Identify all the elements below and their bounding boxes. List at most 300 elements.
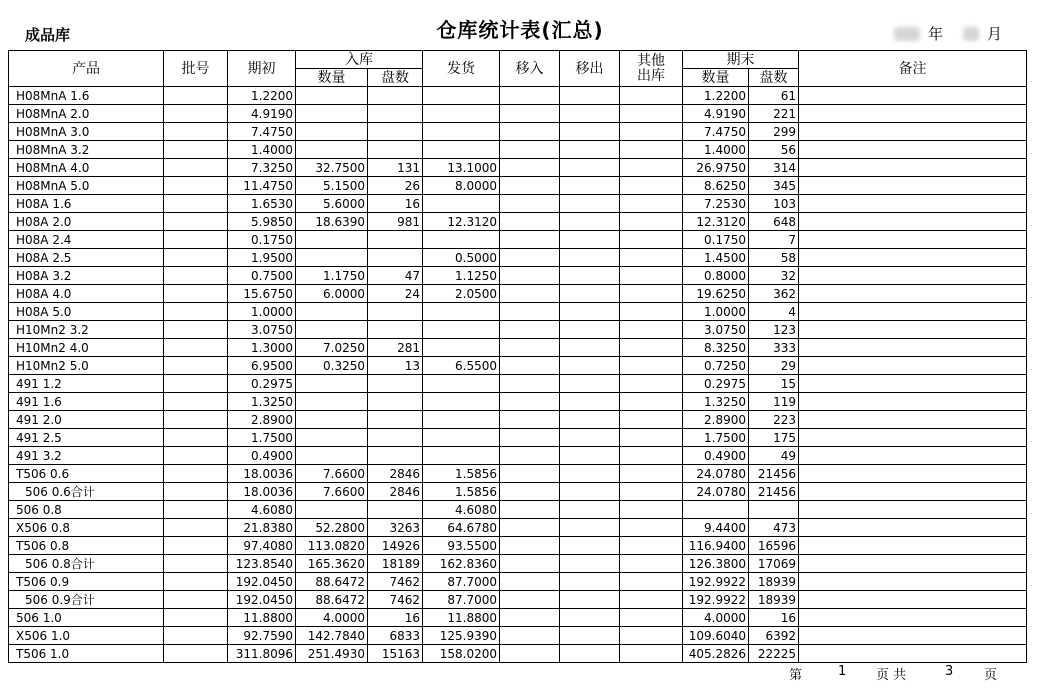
cell-batch	[164, 501, 228, 519]
cell-end-qty: 0.2975	[683, 375, 749, 393]
cell-end-count: 648	[749, 213, 799, 231]
cell-opening: 1.6530	[228, 195, 296, 213]
cell-move-in	[500, 249, 560, 267]
cell-in-count	[368, 411, 423, 429]
table-row	[9, 231, 1027, 249]
cell-product: H08A 2.5	[9, 249, 164, 267]
cell-other-out	[620, 501, 683, 519]
table-row	[9, 609, 1027, 627]
col-end-count: 盘数	[749, 69, 799, 87]
cell-batch	[164, 447, 228, 465]
cell-other-out	[620, 105, 683, 123]
cell-other-out	[620, 303, 683, 321]
cell-opening: 123.8540	[228, 555, 296, 573]
cell-batch	[164, 177, 228, 195]
cell-in-qty: 113.0820	[296, 537, 368, 555]
cell-remark	[799, 393, 1027, 411]
cell-end-qty: 109.6040	[683, 627, 749, 645]
cell-in-qty: 7.6600	[296, 465, 368, 483]
cell-end-count: 6392	[749, 627, 799, 645]
cell-move-in	[500, 555, 560, 573]
cell-shipment: 4.6080	[423, 501, 500, 519]
cell-in-count	[368, 231, 423, 249]
cell-opening: 4.6080	[228, 501, 296, 519]
cell-opening: 97.4080	[228, 537, 296, 555]
cell-move-out	[560, 159, 620, 177]
cell-in-qty	[296, 141, 368, 159]
table-row	[9, 87, 1027, 105]
cell-end-count: 21456	[749, 483, 799, 501]
cell-batch	[164, 573, 228, 591]
cell-other-out	[620, 429, 683, 447]
cell-opening: 311.8096	[228, 645, 296, 663]
cell-batch	[164, 609, 228, 627]
cell-batch	[164, 195, 228, 213]
cell-end-count: 345	[749, 177, 799, 195]
cell-move-in	[500, 537, 560, 555]
table-row	[9, 447, 1027, 465]
cell-shipment: 158.0200	[423, 645, 500, 663]
cell-remark	[799, 375, 1027, 393]
page-title: 仓库统计表(汇总)	[436, 18, 604, 42]
cell-other-out	[620, 123, 683, 141]
cell-end-count: 7	[749, 231, 799, 249]
cell-in-qty: 88.6472	[296, 591, 368, 609]
cell-batch	[164, 393, 228, 411]
col-move-in: 移入	[500, 51, 560, 87]
cell-end-qty: 9.4400	[683, 519, 749, 537]
table-row	[9, 591, 1027, 609]
cell-shipment	[423, 123, 500, 141]
cell-move-out	[560, 339, 620, 357]
cell-remark	[799, 357, 1027, 375]
cell-move-in	[500, 573, 560, 591]
cell-other-out	[620, 465, 683, 483]
page-number: 1	[838, 664, 847, 679]
cell-in-qty: 165.3620	[296, 555, 368, 573]
col-in-count: 盘数	[368, 69, 423, 87]
cell-shipment	[423, 87, 500, 105]
cell-product: H08MnA 3.2	[9, 141, 164, 159]
cell-opening: 3.0750	[228, 321, 296, 339]
cell-product: H08MnA 3.0	[9, 123, 164, 141]
cell-end-qty: 405.2826	[683, 645, 749, 663]
cell-shipment: 162.8360	[423, 555, 500, 573]
cell-in-count	[368, 87, 423, 105]
table-row	[9, 537, 1027, 555]
cell-in-qty	[296, 375, 368, 393]
cell-in-qty	[296, 429, 368, 447]
cell-move-out	[560, 645, 620, 663]
cell-in-count: 6833	[368, 627, 423, 645]
cell-move-in	[500, 627, 560, 645]
cell-shipment	[423, 339, 500, 357]
cell-in-count: 15163	[368, 645, 423, 663]
cell-in-qty	[296, 321, 368, 339]
col-other-out-line2: 出库	[637, 67, 665, 84]
col-end-qty: 数量	[683, 69, 749, 87]
cell-opening: 0.2975	[228, 375, 296, 393]
cell-shipment: 8.0000	[423, 177, 500, 195]
table-row	[9, 555, 1027, 573]
page-mid: 页 共	[876, 668, 907, 683]
cell-product: 506 0.8	[9, 501, 164, 519]
cell-remark	[799, 555, 1027, 573]
cell-opening: 7.4750	[228, 123, 296, 141]
cell-opening: 92.7590	[228, 627, 296, 645]
cell-remark	[799, 87, 1027, 105]
cell-shipment: 13.1000	[423, 159, 500, 177]
cell-other-out	[620, 573, 683, 591]
col-other-out-line1: 其他	[637, 52, 665, 69]
cell-end-count: 314	[749, 159, 799, 177]
cell-shipment: 64.6780	[423, 519, 500, 537]
cell-move-in	[500, 591, 560, 609]
cell-end-qty: 0.1750	[683, 231, 749, 249]
cell-move-in	[500, 267, 560, 285]
table-row	[9, 411, 1027, 429]
cell-batch	[164, 123, 228, 141]
cell-shipment: 11.8800	[423, 609, 500, 627]
cell-end-count: 123	[749, 321, 799, 339]
cell-product: X506 1.0	[9, 627, 164, 645]
cell-in-count: 47	[368, 267, 423, 285]
cell-remark	[799, 213, 1027, 231]
cell-opening: 1.4000	[228, 141, 296, 159]
table-row	[9, 141, 1027, 159]
cell-end-count: 299	[749, 123, 799, 141]
cell-product: 491 3.2	[9, 447, 164, 465]
cell-in-count: 16	[368, 195, 423, 213]
cell-other-out	[620, 357, 683, 375]
cell-in-count: 281	[368, 339, 423, 357]
cell-shipment: 1.5856	[423, 483, 500, 501]
cell-other-out	[620, 87, 683, 105]
cell-remark	[799, 141, 1027, 159]
cell-end-count: 473	[749, 519, 799, 537]
table-row	[9, 249, 1027, 267]
cell-other-out	[620, 645, 683, 663]
cell-remark	[799, 303, 1027, 321]
cell-end-count: 221	[749, 105, 799, 123]
cell-in-count: 7462	[368, 573, 423, 591]
cell-end-count: 18939	[749, 591, 799, 609]
cell-end-qty: 1.4000	[683, 141, 749, 159]
cell-other-out	[620, 321, 683, 339]
cell-in-qty: 7.0250	[296, 339, 368, 357]
cell-shipment: 125.9390	[423, 627, 500, 645]
cell-move-out	[560, 267, 620, 285]
page-prefix: 第	[789, 668, 803, 683]
cell-end-qty: 1.7500	[683, 429, 749, 447]
cell-end-count: 16	[749, 609, 799, 627]
cell-in-count	[368, 249, 423, 267]
cell-end-qty: 4.0000	[683, 609, 749, 627]
report-period	[886, 23, 1002, 44]
cell-move-in	[500, 123, 560, 141]
cell-other-out	[620, 537, 683, 555]
table-row	[9, 483, 1027, 501]
cell-batch	[164, 627, 228, 645]
cell-batch	[164, 267, 228, 285]
cell-in-count	[368, 105, 423, 123]
cell-end-count: 61	[749, 87, 799, 105]
cell-end-qty: 1.4500	[683, 249, 749, 267]
cell-in-qty: 7.6600	[296, 483, 368, 501]
cell-end-qty: 24.0780	[683, 483, 749, 501]
cell-in-qty	[296, 231, 368, 249]
cell-batch	[164, 213, 228, 231]
cell-opening: 0.1750	[228, 231, 296, 249]
cell-opening: 5.9850	[228, 213, 296, 231]
cell-product: T506 0.8	[9, 537, 164, 555]
cell-product: 491 1.6	[9, 393, 164, 411]
cell-other-out	[620, 393, 683, 411]
cell-remark	[799, 339, 1027, 357]
cell-move-in	[500, 231, 560, 249]
cell-in-qty	[296, 501, 368, 519]
col-remark: 备注	[799, 51, 1027, 87]
cell-batch	[164, 483, 228, 501]
cell-in-count	[368, 303, 423, 321]
cell-end-count: 21456	[749, 465, 799, 483]
cell-in-count	[368, 393, 423, 411]
cell-move-in	[500, 375, 560, 393]
year-label: 年	[927, 25, 943, 43]
cell-end-qty: 0.8000	[683, 267, 749, 285]
cell-product: H08MnA 5.0	[9, 177, 164, 195]
cell-move-out	[560, 213, 620, 231]
col-product: 产品	[9, 51, 164, 87]
cell-end-qty: 7.4750	[683, 123, 749, 141]
cell-move-out	[560, 123, 620, 141]
cell-shipment: 12.3120	[423, 213, 500, 231]
cell-in-count: 26	[368, 177, 423, 195]
cell-end-count: 16596	[749, 537, 799, 555]
cell-end-qty: 8.3250	[683, 339, 749, 357]
cell-product: 506 0.8合计	[9, 555, 164, 573]
cell-in-qty	[296, 87, 368, 105]
cell-batch	[164, 87, 228, 105]
cell-move-out	[560, 393, 620, 411]
cell-end-count: 15	[749, 375, 799, 393]
cell-shipment: 1.5856	[423, 465, 500, 483]
table-row	[9, 465, 1027, 483]
cell-opening: 0.7500	[228, 267, 296, 285]
cell-move-out	[560, 465, 620, 483]
cell-product: 491 1.2	[9, 375, 164, 393]
table-row	[9, 393, 1027, 411]
cell-end-qty: 7.2530	[683, 195, 749, 213]
cell-remark	[799, 501, 1027, 519]
table-row	[9, 627, 1027, 645]
cell-other-out	[620, 339, 683, 357]
cell-opening: 18.0036	[228, 483, 296, 501]
cell-move-out	[560, 627, 620, 645]
cell-opening: 1.0000	[228, 303, 296, 321]
cell-in-qty	[296, 249, 368, 267]
cell-end-count: 32	[749, 267, 799, 285]
cell-shipment	[423, 411, 500, 429]
cell-batch	[164, 645, 228, 663]
cell-other-out	[620, 627, 683, 645]
cell-batch	[164, 285, 228, 303]
cell-opening: 11.4750	[228, 177, 296, 195]
cell-move-out	[560, 177, 620, 195]
table-row	[9, 159, 1027, 177]
cell-end-count: 4	[749, 303, 799, 321]
cell-end-qty: 0.7250	[683, 357, 749, 375]
cell-move-out	[560, 591, 620, 609]
cell-move-out	[560, 537, 620, 555]
cell-end-count: 119	[749, 393, 799, 411]
cell-move-in	[500, 285, 560, 303]
cell-remark	[799, 159, 1027, 177]
cell-in-qty: 18.6390	[296, 213, 368, 231]
cell-move-out	[560, 285, 620, 303]
cell-opening: 0.4900	[228, 447, 296, 465]
cell-product: 491 2.5	[9, 429, 164, 447]
cell-end-qty: 12.3120	[683, 213, 749, 231]
cell-product: H08MnA 2.0	[9, 105, 164, 123]
table-row	[9, 519, 1027, 537]
table-row	[9, 195, 1027, 213]
cell-remark	[799, 645, 1027, 663]
cell-batch	[164, 303, 228, 321]
cell-end-qty: 8.6250	[683, 177, 749, 195]
cell-end-qty: 1.3250	[683, 393, 749, 411]
cell-move-in	[500, 195, 560, 213]
cell-in-qty: 5.1500	[296, 177, 368, 195]
cell-remark	[799, 447, 1027, 465]
cell-in-qty	[296, 393, 368, 411]
cell-other-out	[620, 195, 683, 213]
cell-move-in	[500, 357, 560, 375]
cell-end-qty: 4.9190	[683, 105, 749, 123]
cell-product: T506 0.9	[9, 573, 164, 591]
cell-opening: 15.6750	[228, 285, 296, 303]
table-row	[9, 105, 1027, 123]
cell-end-count: 103	[749, 195, 799, 213]
cell-end-qty: 26.9750	[683, 159, 749, 177]
cell-end-count: 18939	[749, 573, 799, 591]
cell-remark	[799, 519, 1027, 537]
cell-in-qty	[296, 447, 368, 465]
cell-move-in	[500, 321, 560, 339]
cell-shipment	[423, 321, 500, 339]
cell-in-count: 2846	[368, 465, 423, 483]
cell-shipment	[423, 375, 500, 393]
cell-shipment	[423, 393, 500, 411]
cell-move-out	[560, 411, 620, 429]
cell-other-out	[620, 519, 683, 537]
cell-move-out	[560, 429, 620, 447]
cell-move-in	[500, 339, 560, 357]
cell-end-qty: 126.3800	[683, 555, 749, 573]
cell-opening: 4.9190	[228, 105, 296, 123]
cell-move-in	[500, 177, 560, 195]
cell-batch	[164, 339, 228, 357]
cell-end-count: 362	[749, 285, 799, 303]
cell-opening: 11.8800	[228, 609, 296, 627]
cell-other-out	[620, 231, 683, 249]
cell-end-qty: 192.9922	[683, 573, 749, 591]
cell-opening: 6.9500	[228, 357, 296, 375]
cell-end-qty: 2.8900	[683, 411, 749, 429]
cell-other-out	[620, 159, 683, 177]
cell-in-qty	[296, 105, 368, 123]
cell-shipment: 1.1250	[423, 267, 500, 285]
cell-remark	[799, 267, 1027, 285]
cell-in-qty: 6.0000	[296, 285, 368, 303]
cell-shipment	[423, 195, 500, 213]
cell-product: H08A 5.0	[9, 303, 164, 321]
cell-in-qty	[296, 123, 368, 141]
cell-other-out	[620, 555, 683, 573]
cell-remark	[799, 465, 1027, 483]
table-row	[9, 285, 1027, 303]
col-shipment: 发货	[423, 51, 500, 87]
cell-batch	[164, 321, 228, 339]
cell-opening: 1.9500	[228, 249, 296, 267]
cell-move-in	[500, 483, 560, 501]
col-inbound: 入库	[296, 51, 423, 69]
cell-in-qty: 32.7500	[296, 159, 368, 177]
cell-move-in	[500, 213, 560, 231]
cell-product: 506 1.0	[9, 609, 164, 627]
stock-table	[8, 50, 1027, 663]
col-other-out	[620, 51, 683, 87]
cell-other-out	[620, 177, 683, 195]
cell-product: H10Mn2 4.0	[9, 339, 164, 357]
cell-move-in	[500, 141, 560, 159]
cell-move-in	[500, 303, 560, 321]
cell-shipment	[423, 141, 500, 159]
cell-move-in	[500, 159, 560, 177]
cell-move-out	[560, 231, 620, 249]
cell-product: T506 1.0	[9, 645, 164, 663]
warehouse-name: 成品库	[25, 26, 71, 44]
cell-batch	[164, 231, 228, 249]
cell-move-out	[560, 141, 620, 159]
redacted-month	[963, 27, 979, 41]
cell-move-in	[500, 105, 560, 123]
cell-product: H08A 4.0	[9, 285, 164, 303]
cell-in-count: 24	[368, 285, 423, 303]
cell-batch	[164, 429, 228, 447]
cell-remark	[799, 249, 1027, 267]
cell-other-out	[620, 267, 683, 285]
cell-end-count: 333	[749, 339, 799, 357]
cell-move-out	[560, 375, 620, 393]
cell-in-qty: 5.6000	[296, 195, 368, 213]
table-row	[9, 429, 1027, 447]
cell-in-count: 3263	[368, 519, 423, 537]
cell-batch	[164, 375, 228, 393]
cell-batch	[164, 591, 228, 609]
cell-move-out	[560, 483, 620, 501]
table-row	[9, 123, 1027, 141]
cell-batch	[164, 555, 228, 573]
cell-batch	[164, 411, 228, 429]
cell-shipment: 87.7000	[423, 573, 500, 591]
cell-end-qty: 3.0750	[683, 321, 749, 339]
cell-product: H08MnA 1.6	[9, 87, 164, 105]
cell-in-count: 14926	[368, 537, 423, 555]
cell-shipment	[423, 231, 500, 249]
cell-in-count: 16	[368, 609, 423, 627]
cell-in-count	[368, 429, 423, 447]
